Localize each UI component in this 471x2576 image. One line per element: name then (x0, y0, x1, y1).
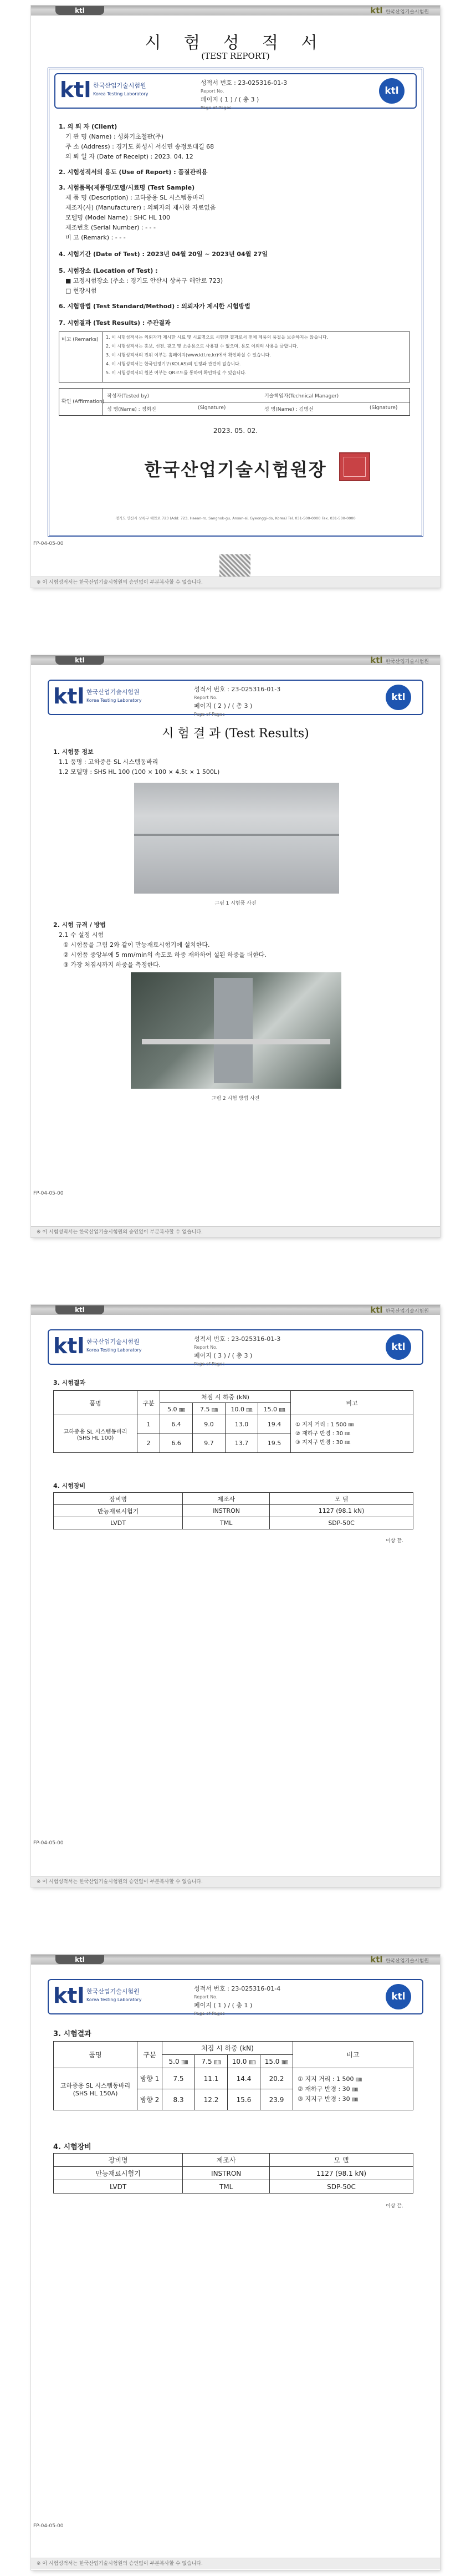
load-cell: 20.2 (260, 2068, 293, 2089)
report-number: 성적서 번호 : 23-025316-01-4 (194, 1985, 281, 1992)
th-deflection: 5.0 ㎜ (160, 1403, 193, 1415)
eq-cell: INSTRON (183, 1505, 270, 1517)
ktl-logo: ktl (53, 1334, 85, 1358)
report-meta (194, 1335, 280, 1368)
load-cell: 9.0 (193, 1415, 226, 1434)
eq-th: 장비명 (54, 2154, 183, 2167)
results-title: 시 험 결 과 (Test Results) (162, 727, 309, 741)
eq-th: 제조사 (183, 1493, 270, 1505)
remarks-box (59, 331, 410, 382)
section-method: 2. 시험 규격 / 방법 (53, 921, 106, 929)
report-header (48, 1329, 423, 1365)
page-subtitle: (TEST REPORT) (201, 51, 270, 61)
page-count-en: Page of Pages (194, 2011, 225, 2016)
org-name (86, 1988, 141, 2004)
issuer-address: 경기도 안산시 상록구 해안로 723 (Add: 723, Haean-ro, Sangnok-gu, Ansan-si, Gyeonggi-do, Korea) Tel. 031-500-0000 Fax. 031-500-0000 (115, 516, 356, 521)
remark-line-4: 4. 이 시험성적서는 한국인정기구(KOLAS)의 인정과 관련이 없습니다. (106, 361, 241, 366)
report-meta (201, 79, 287, 112)
page-count-en: Page of Pages (201, 105, 232, 110)
eq-th: 제조사 (183, 2154, 270, 2167)
load-cell: 9.7 (193, 1434, 226, 1453)
sample-serial: 제조번호 (Serial Number) : - - - (65, 224, 156, 231)
test-specimen-beam (142, 1039, 330, 1044)
table-row (54, 1517, 413, 1529)
form-code: FP-04-05-00 (33, 1840, 64, 1846)
org-name-kr: 한국산업기술시험원 (93, 82, 146, 89)
page-count: 페이지 ( 1 ) / ( 총 1 ) (194, 2002, 253, 2009)
load-cell: 19.4 (258, 1415, 291, 1434)
report-page-4 (31, 1955, 440, 2570)
section-use: 2. 시험성적서의 용도 (Use of Report) : 품질관리용 (59, 169, 208, 176)
top-band (31, 1305, 440, 1315)
section-date: 4. 시험기간 (Date of Test) : 2023년 04월 20일 ~ 2023년 04월 27일 (59, 251, 268, 258)
load-cell: 6.6 (160, 1434, 193, 1453)
eq-cell: 만능재료시험기 (54, 1505, 183, 1517)
location-field: □ 현장시험 (65, 287, 97, 294)
th-deflection: 10.0 ㎜ (226, 1403, 258, 1415)
ktl-badge-icon: ktl (379, 78, 405, 104)
method-subtitle: 2.1 수 설정 시험 (59, 931, 104, 938)
eq-cell: SDP-50C (270, 1517, 413, 1529)
eq-cell: SDP-50C (270, 2180, 413, 2194)
ktl-badge-icon: ktl (386, 1334, 411, 1360)
eq-cell: 1127 (98.1 kN) (270, 1505, 413, 1517)
sample-name: 1.1 품명 : 고하중용 SL 시스템동바리 (59, 758, 158, 766)
org-name-kr: 한국산업기술시험원 (86, 1988, 140, 1995)
copy-notice: ※ 이 시험성적서는 한국산업기술시험원의 승인없이 부분복사할 수 없습니다. (31, 577, 440, 588)
eq-cell: LVDT (54, 2180, 183, 2194)
test-setup-photo (131, 972, 341, 1089)
load-cell: 23.9 (260, 2089, 293, 2110)
tested-by-signature: (Signature) (198, 405, 226, 411)
tested-by-label: 작성자(Tested by) (107, 394, 149, 399)
equipment-table (53, 1492, 413, 1529)
eq-cell: TML (183, 1517, 270, 1529)
th-deflection: 15.0 ㎜ (258, 1403, 291, 1415)
band-brand-logo: ktl (370, 655, 383, 665)
page-count: 페이지 ( 2 ) / ( 총 3 ) (194, 702, 253, 710)
section-client: 1. 의 뢰 자 (Client) (59, 123, 117, 130)
client-address: 주 소 (Address) : 경기도 화성시 서신면 송정로대길 68 (65, 143, 214, 150)
report-number-en: Report No. (194, 695, 218, 700)
th-division: 구분 (137, 1391, 160, 1415)
tested-by-name: 성 명(Name) : 정회진 (107, 407, 156, 412)
remark-line-2: 2. 이 시험성적서는 홍보, 선전, 광고 및 소송용으로 사용될 수 없으며, 용도 이외의 사용을 금합니다. (106, 344, 299, 349)
org-name-kr: 한국산업기술시험원 (86, 1338, 140, 1345)
client-name: 기 관 명 (Name) : 성화기초철판(주) (65, 133, 164, 140)
th-item: 품명 (54, 2042, 137, 2068)
report-number-en: Report No. (194, 1345, 218, 1350)
org-name-en: Korea Testing Laboratory (93, 91, 149, 96)
ktl-badge-icon: ktl (386, 685, 411, 710)
sample-model: 모델명 (Model Name) : SHC HL 100 (65, 214, 170, 221)
note-line: ③ 지지구 반경 : 30 ㎜ (298, 2095, 359, 2103)
affirmation-label: 확인 (Affirmation) (62, 399, 105, 405)
section-equipment: 4. 시험장비 (53, 2143, 91, 2151)
issuer-name: 한국산업기술시험원장 (144, 459, 327, 480)
band-brand-logo: ktl (370, 1955, 383, 1965)
load-cell: 6.4 (160, 1415, 193, 1434)
issue-date: 2023. 05. 02. (213, 427, 258, 435)
th-deflection: 15.0 ㎜ (260, 2055, 293, 2068)
method-step-2: ② 시험품 중앙부에 5 mm/min의 속도로 하중 재하하여 설된 하중을 더한다. (63, 951, 267, 958)
item-name: 고하중용 SL 시스템동바리 (SHS HL 150A) (54, 2068, 137, 2110)
th-load: 처짐 시 하중 (kN) (160, 1391, 291, 1403)
table-row (54, 2180, 413, 2194)
ktl-logo: ktl (53, 1983, 85, 2008)
report-page-2 (31, 655, 440, 1237)
section-method: 6. 시험방법 (Test Standard/Method) : 의뢰자가 제시한 시험방법 (59, 303, 250, 310)
end-mark: 이상 끝. (386, 2203, 403, 2209)
th-note: 비고 (291, 1391, 413, 1415)
table-row (54, 1415, 413, 1434)
eq-th: 모 델 (270, 1493, 413, 1505)
tech-manager-name: 성 명(Name) : 김병선 (264, 407, 314, 412)
sample-mfr: 제조자(사) (Manufacturer) : 의뢰자의 제시한 자료없음 (65, 204, 216, 211)
section-results: 7. 시험결과 (Test Results) : 주관결과 (59, 319, 171, 327)
load-cell: 12.2 (195, 2089, 228, 2110)
ktl-logo: ktl (53, 684, 85, 708)
ktl-logo: ktl (60, 78, 91, 102)
eq-cell: INSTRON (183, 2167, 270, 2180)
report-header (54, 73, 417, 109)
ktl-tab: ktl (55, 656, 104, 665)
section-equipment: 4. 시험장비 (53, 1482, 86, 1490)
band-brand (370, 655, 429, 665)
remarks-label: 비고 (Remarks) (62, 337, 99, 343)
copy-notice: ※ 이 시험성적서는 한국산업기술시험원의 승인없이 부분복사할 수 없습니다. (31, 1876, 440, 1887)
section-results: 3. 시험결과 (53, 2030, 91, 2038)
receipt-date: 의 뢰 일 자 (Date of Receipt) : 2023. 04. 12 (65, 153, 193, 160)
remark-line-1: 1. 이 시험성적서는 의뢰자가 제시한 시료 및 시료명으로 시험한 결과로서 전체 제품의 품질을 보증하지는 않습니다. (106, 335, 329, 340)
report-number-en: Report No. (201, 89, 224, 94)
sample-model: 1.2 모델명 : SHS HL 100 (100 × 100 × 4.5t × 1 500L) (59, 768, 220, 776)
official-seal (339, 452, 370, 481)
form-code: FP-04-05-00 (33, 1191, 64, 1196)
test-machine-frame (214, 978, 253, 1083)
report-number: 성적서 번호 : 23-025316-01-3 (194, 1335, 281, 1343)
tech-manager-signature: (Signature) (370, 405, 398, 411)
form-code: FP-04-05-00 (33, 2523, 64, 2529)
org-name-kr: 한국산업기술시험원 (86, 688, 140, 696)
band-brand-logo: ktl (370, 6, 383, 16)
org-name (86, 688, 141, 705)
page-count: 페이지 ( 3 ) / ( 총 3 ) (194, 1352, 253, 1359)
table-row (54, 1505, 413, 1517)
report-page-3 (31, 1305, 440, 1887)
th-note: 비고 (293, 2042, 413, 2068)
band-brand-kr: 한국산업기술시험원 (385, 659, 429, 665)
eq-cell: LVDT (54, 1517, 183, 1529)
section-sample: 3. 시험품목(제품명/모델/시료명 (Test Sample) (59, 184, 195, 191)
item-name: 고하중용 SL 시스템동바리 (SHS HL 100) (54, 1415, 137, 1453)
division-cell: 1 (137, 1415, 160, 1434)
load-cell: 13.0 (226, 1415, 258, 1434)
top-band (31, 655, 440, 665)
figure-1-caption: 그림 1 시험품 사진 (214, 901, 257, 906)
report-header (48, 680, 423, 715)
equipment-table (53, 2153, 413, 2194)
page-count-en: Page of Pages (194, 712, 225, 717)
eq-cell: 1127 (98.1 kN) (270, 2167, 413, 2180)
copy-notice: ※ 이 시험성적서는 한국산업기술시험원의 승인없이 부분복사할 수 없습니다. (31, 1226, 440, 1237)
note-line: ② 재하구 반경 : 30 ㎜ (295, 1430, 351, 1437)
ktl-tab: ktl (55, 1955, 104, 1964)
report-header (48, 1979, 423, 2014)
remark-line-5: 5. 이 시험성적서의 원본 여부는 QR코드를 통하여 확인하실 수 있습니다. (106, 370, 247, 375)
load-cell: 14.4 (228, 2068, 260, 2089)
org-name-en: Korea Testing Laboratory (86, 698, 142, 703)
form-code: FP-04-05-00 (33, 541, 64, 547)
ktl-badge-icon: ktl (386, 1984, 411, 2009)
page-title: 시 험 성 적 서 (145, 33, 326, 53)
method-step-1: ① 시험품을 그림 2와 같이 만능재료시험기에 설치한다. (63, 941, 210, 948)
band-brand (370, 1955, 429, 1965)
sample-desc: 제 품 명 (Description) : 고하중용 SL 시스템동바리 (65, 194, 204, 201)
top-band (31, 6, 440, 16)
report-number: 성적서 번호 : 23-025316-01-3 (194, 686, 281, 693)
notes-cell (293, 2068, 413, 2110)
section-sample-info: 1. 시험품 정보 (53, 748, 94, 756)
load-cell: 11.1 (195, 2068, 228, 2089)
method-step-3: ③ 가장 처짐시까지 하중을 측정한다. (63, 961, 161, 968)
results-table (53, 2041, 413, 2110)
page-count: 페이지 ( 1 ) / ( 총 3 ) (201, 96, 259, 103)
ktl-tab: ktl (55, 6, 104, 15)
report-page-1 (31, 6, 440, 588)
results-table (53, 1390, 413, 1453)
band-brand (370, 1305, 429, 1315)
th-deflection: 7.5 ㎜ (195, 2055, 228, 2068)
note-line: ② 재하구 반경 : 30 ㎜ (298, 2085, 359, 2093)
load-cell: 13.7 (226, 1434, 258, 1453)
note-line: ① 지지 거리 : 1 500 ㎜ (298, 2075, 362, 2083)
report-number: 성적서 번호 : 23-025316-01-3 (201, 79, 288, 86)
th-division: 구분 (137, 2042, 162, 2068)
division-cell: 방향 2 (137, 2089, 162, 2110)
section-location: 5. 시험장소 (Location of Test) : (59, 267, 158, 274)
th-load: 처짐 시 하중 (kN) (162, 2042, 293, 2055)
th-item: 품명 (54, 1391, 137, 1415)
division-cell: 방향 1 (137, 2068, 162, 2089)
eq-cell: TML (183, 2180, 270, 2194)
org-name-en: Korea Testing Laboratory (86, 1997, 142, 2002)
band-brand-logo: ktl (370, 1305, 383, 1315)
end-mark: 이상 끝. (386, 1538, 403, 1544)
remark-line-3: 3. 이 시험성적서의 진위 여부는 홈페이지(www.ktl.re.kr)에서 확인하실 수 있습니다. (106, 353, 271, 358)
page-count-en: Page of Pages (194, 1361, 225, 1366)
location-fixed: ■ 고정시험장소 (주소 : 경기도 안산시 상록구 해안로 723) (65, 277, 223, 284)
th-deflection: 7.5 ㎜ (193, 1403, 226, 1415)
barcode-image (219, 554, 250, 577)
org-name-en: Korea Testing Laboratory (86, 1348, 142, 1353)
division-cell: 2 (137, 1434, 160, 1453)
figure-2-caption: 그림 2 시험 방법 사진 (211, 1096, 260, 1101)
org-name (86, 1338, 141, 1354)
load-cell: 8.3 (162, 2089, 195, 2110)
affirmation-box (59, 388, 410, 416)
table-row (54, 2167, 413, 2180)
notes-cell (291, 1415, 413, 1453)
report-number-en: Report No. (194, 1995, 218, 1999)
table-row (54, 2068, 413, 2089)
section-results: 3. 시험결과 (53, 1379, 86, 1386)
band-brand-kr: 한국산업기술시험원 (385, 1309, 429, 1314)
report-meta (194, 685, 280, 718)
th-deflection: 10.0 ㎜ (228, 2055, 260, 2068)
org-name (93, 82, 148, 98)
note-line: ① 지지 거리 : 1 500 ㎜ (295, 1421, 354, 1428)
band-brand-kr: 한국산업기술시험원 (385, 1958, 429, 1964)
load-cell: 7.5 (162, 2068, 195, 2089)
note-line: ③ 지지구 반경 : 30 ㎜ (295, 1439, 351, 1446)
sample-photo-ridge (134, 834, 339, 836)
sample-photo (134, 783, 339, 894)
eq-th: 장비명 (54, 1493, 183, 1505)
band-brand-kr: 한국산업기술시험원 (385, 9, 429, 15)
load-cell: 19.5 (258, 1434, 291, 1453)
eq-th: 모 델 (270, 2154, 413, 2167)
copy-notice: ※ 이 시험성적서는 한국산업기술시험원의 승인없이 부분복사할 수 없습니다. (31, 2558, 440, 2569)
eq-cell: 만능재료시험기 (54, 2167, 183, 2180)
sample-remark: 비 고 (Remark) : - - - (65, 234, 126, 241)
ktl-tab: ktl (55, 1305, 104, 1314)
tech-manager-label: 기술책임자(Technical Manager) (264, 394, 339, 399)
band-brand (370, 6, 429, 16)
top-band (31, 1955, 440, 1965)
th-deflection: 5.0 ㎜ (162, 2055, 195, 2068)
load-cell: 15.6 (228, 2089, 260, 2110)
report-meta (194, 1985, 280, 2018)
